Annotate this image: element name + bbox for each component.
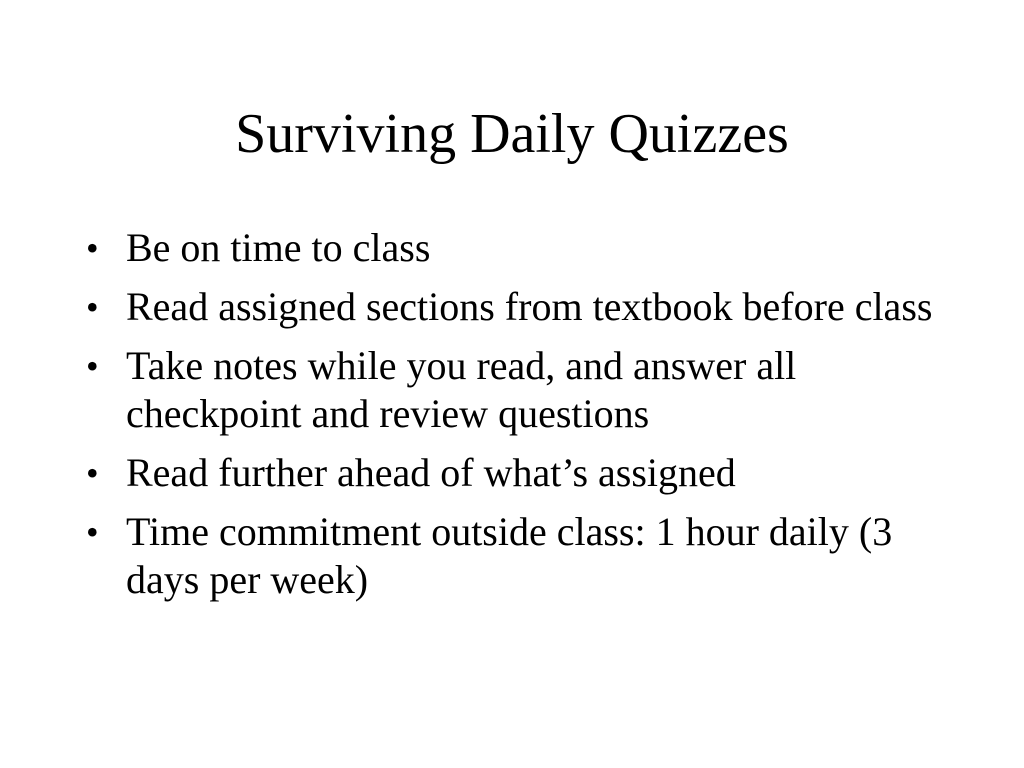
bullet-icon: • [86,287,99,327]
bullet-list [84,224,944,615]
bullet-item [84,283,944,331]
bullet-text: Read further ahead of what’s assigned [126,450,736,495]
bullet-item [84,342,944,438]
bullet-text: Take notes while you read, and answer all checkpoint and review questions [126,343,797,436]
bullet-icon: • [86,512,99,552]
bullet-icon: • [86,453,99,493]
bullet-item [84,224,944,272]
bullet-icon: • [86,228,99,268]
bullet-item [84,449,944,497]
bullet-text: Be on time to class [126,225,431,270]
bullet-text: Read assigned sections from textbook before class [126,284,933,329]
slide-title: Surviving Daily Quizzes [235,103,789,165]
bullet-item [84,508,944,604]
bullet-icon: • [86,346,99,386]
bullet-text: Time commitment outside class: 1 hour daily (3 days per week) [126,509,893,602]
